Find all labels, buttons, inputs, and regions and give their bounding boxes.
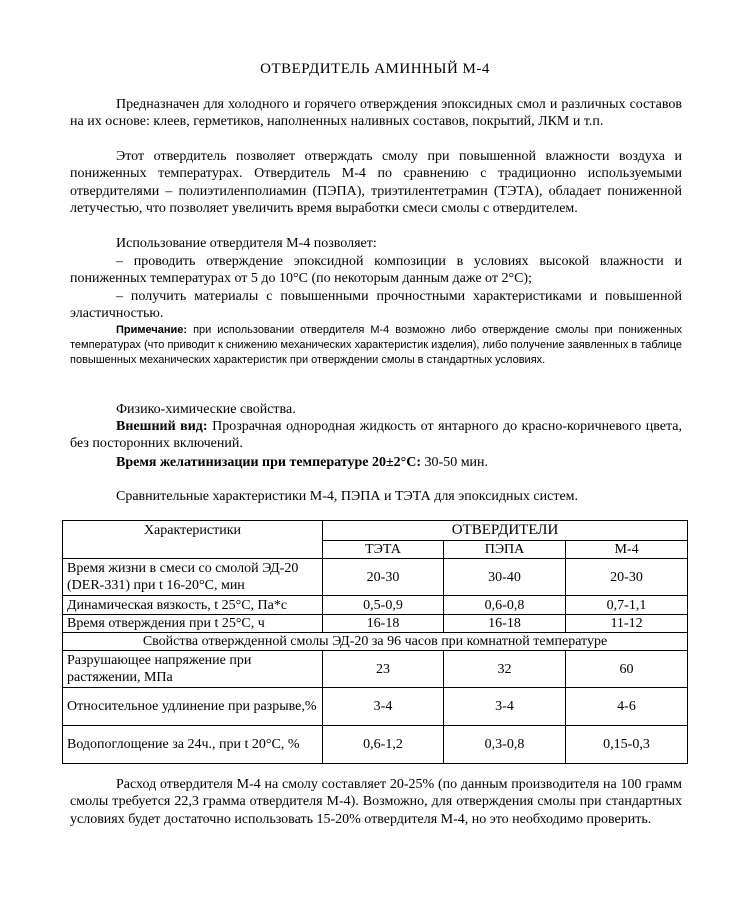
cell-value: 3-4 xyxy=(323,688,444,726)
col-header-characteristics: Характеристики xyxy=(63,521,323,559)
table-caption: Сравнительные характеристики М-4, ПЭПА и ТЭТА для эпоксидных систем. xyxy=(116,489,579,504)
cell-value: 30-40 xyxy=(444,559,566,596)
appearance-text: Прозрачная однородная жидкость от янтарного до красно-коричневого цвета, без посторонних включений. xyxy=(70,419,682,452)
table-row xyxy=(63,726,688,764)
row-label: Время жизни в смеси со смолой ЭД-20 (DER-331) при t 16-20°С, мин xyxy=(63,559,323,596)
cell-value: 0,3-0,8 xyxy=(444,726,566,764)
description-paragraph: Этот отвердитель позволяет отверждать смолу при повышенной влажности воздуха и пониженных температурах. Отвердитель М-4 по сравнению с традиционно используемыми отвердителями – полиэтиленполиамин (ПЭПА), триэтилентетрамин (ТЭТА), обладает пониженной летучестью, что позволяет увеличить время выработки смеси смолы с отвердителем. xyxy=(70,149,682,217)
table-row xyxy=(63,559,688,596)
hardener-header: М-4 xyxy=(566,541,688,559)
group-header-hardeners: ОТВЕРДИТЕЛИ xyxy=(323,521,688,541)
cell-value: 0,6-1,2 xyxy=(323,726,444,764)
cell-value: 32 xyxy=(444,651,566,688)
table-row xyxy=(63,596,688,615)
cell-value: 16-18 xyxy=(323,615,444,633)
cell-value: 16-18 xyxy=(444,615,566,633)
cell-value: 60 xyxy=(566,651,688,688)
appearance-label: Внешний вид: xyxy=(116,419,208,434)
usage-intro: Использование отвердителя М-4 позволяет: xyxy=(116,236,377,251)
cell-value: 20-30 xyxy=(323,559,444,596)
note-text: при использовании отвердителя М-4 возможно либо отверждение смолы при пониженных температурах (что приводит к снижению механических характеристик изделия), либо получение заявленных в таблице повышенных механических характеристик при отверждении смолы в стандартных условиях. xyxy=(70,324,682,366)
row-label: Разрушающее напряжение при растяжении, МПа xyxy=(63,651,323,688)
intro-paragraph: Предназначен для холодного и горячего отверждения эпоксидных смол и различных составов на их основе: клеев, герметиков, наполненных наливных составов, покрытий, ЛКМ и т.п. xyxy=(70,97,682,130)
table-row xyxy=(63,615,688,633)
gel-time-label: Время желатинизации при температуре 20±2°С: xyxy=(116,455,422,470)
appearance-paragraph xyxy=(70,418,682,453)
cell-value: 0,7-1,1 xyxy=(566,596,688,615)
usage-item-2: – получить материалы с повышенными прочностными характеристиками и повышенной эластичностью. xyxy=(70,289,682,322)
document-title: ОТВЕРДИТЕЛЬ АМИННЫЙ М-4 xyxy=(260,61,490,77)
cell-value: 0,6-0,8 xyxy=(444,596,566,615)
cell-value: 11-12 xyxy=(566,615,688,633)
table-row xyxy=(63,651,688,688)
row-label: Относительное удлинение при разрыве,% xyxy=(63,688,323,726)
cell-value: 20-30 xyxy=(566,559,688,596)
gel-time-value: 30-50 мин. xyxy=(424,455,489,470)
row-label: Динамическая вязкость, t 25°С, Па*с xyxy=(63,596,323,615)
hardener-header: ПЭПА xyxy=(444,541,566,559)
section-header: Свойства отвержденной смолы ЭД-20 за 96 часов при комнатной температуре xyxy=(63,633,688,651)
cell-value: 0,5-0,9 xyxy=(323,596,444,615)
row-label: Водопоглощение за 24ч., при t 20°С, % xyxy=(63,726,323,764)
hardener-header: ТЭТА xyxy=(323,541,444,559)
row-label: Время отверждения при t 25°С, ч xyxy=(63,615,323,633)
cell-value: 4-6 xyxy=(566,688,688,726)
comparison-table xyxy=(62,520,688,764)
cell-value: 23 xyxy=(323,651,444,688)
note-label: Примечание: xyxy=(116,324,188,336)
gel-time-line xyxy=(116,454,488,471)
usage-item-1: – проводить отверждение эпоксидной композиции в условиях высокой влажности и пониженных температурах от 5 до 10°С (по некоторым данным даже от 2°С); xyxy=(70,254,682,287)
cell-value: 0,15-0,3 xyxy=(566,726,688,764)
note-paragraph xyxy=(70,323,682,368)
cell-value: 3-4 xyxy=(444,688,566,726)
props-heading: Физико-химические свойства. xyxy=(116,402,296,417)
footer-paragraph: Расход отвердителя М-4 на смолу составляет 20-25% (по данным производителя на 100 грамм смолы требуется 22,3 грамма отвердителя М-4). Возможно, для отверждения смолы при стандартных условиях будет достаточно использовать 15-20% отвердителя М-4, но это необходимо проверить. xyxy=(70,777,682,827)
table-row xyxy=(63,688,688,726)
